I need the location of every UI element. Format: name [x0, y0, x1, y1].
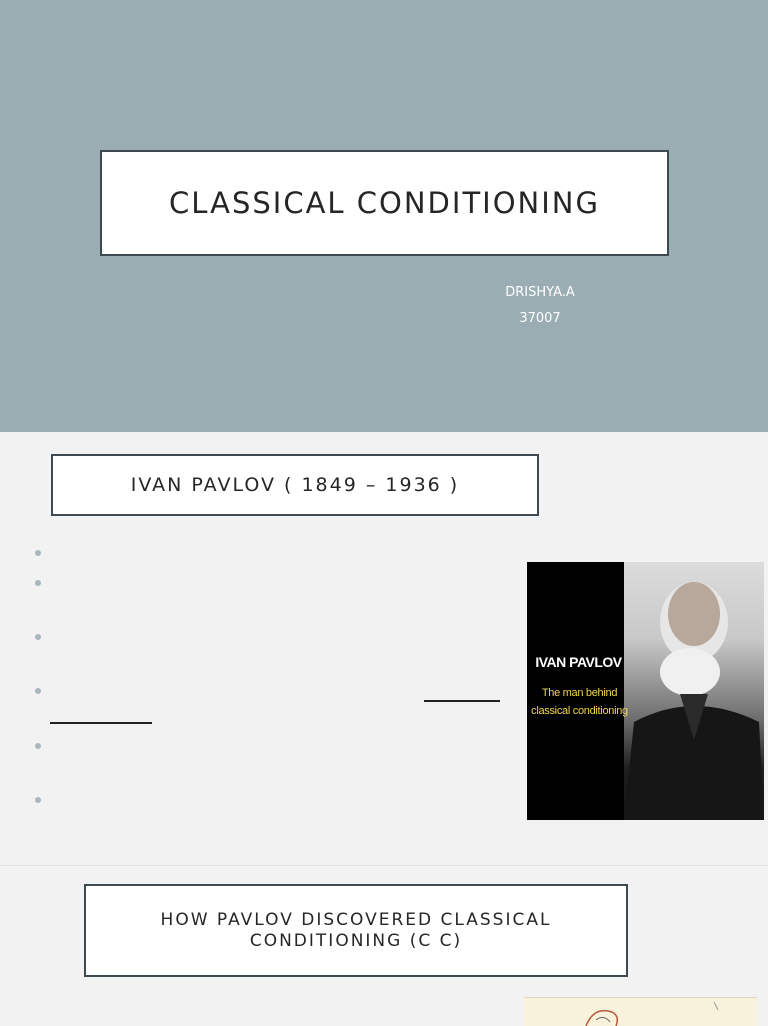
underline-mark — [50, 722, 152, 724]
author-name: DRISHYA.A — [505, 285, 575, 300]
slide-heading: IVAN PAVLOV ( 1849 – 1936 ) — [130, 474, 460, 496]
bullet-point — [35, 797, 41, 803]
title-box — [100, 150, 669, 256]
bullet-point — [35, 580, 41, 586]
author-block — [480, 280, 600, 332]
image-caption-line1: The man behind — [541, 687, 618, 699]
bullet-point — [35, 550, 41, 556]
bullet-point — [35, 743, 41, 749]
author-id: 37007 — [519, 311, 561, 326]
slide-title: CLASSICAL CONDITIONING — [169, 186, 600, 220]
title-slide — [0, 0, 768, 432]
slide-heading-line2: CONDITIONING (C C) — [249, 930, 463, 951]
heading-box — [51, 454, 539, 516]
pavlov-slide — [0, 432, 768, 864]
discovery-slide — [0, 865, 768, 1025]
bullet-point — [35, 688, 41, 694]
portrait-photo — [624, 562, 764, 820]
image-caption — [531, 684, 628, 720]
slide-heading-line1: HOW PAVLOV DISCOVERED CLASSICAL — [160, 909, 552, 930]
portrait-figure-icon — [624, 562, 764, 820]
slide-heading — [161, 910, 552, 952]
pavlov-portrait-image — [527, 562, 764, 820]
bullet-point — [35, 634, 41, 640]
heading-box — [84, 884, 628, 977]
image-name-label: IVAN PAVLOV — [535, 654, 622, 670]
image-caption-line2: classical conditioning — [531, 705, 628, 717]
illustration-sketch-icon — [524, 998, 757, 1026]
underline-mark — [424, 700, 500, 702]
dog-illustration-image — [524, 997, 757, 1026]
